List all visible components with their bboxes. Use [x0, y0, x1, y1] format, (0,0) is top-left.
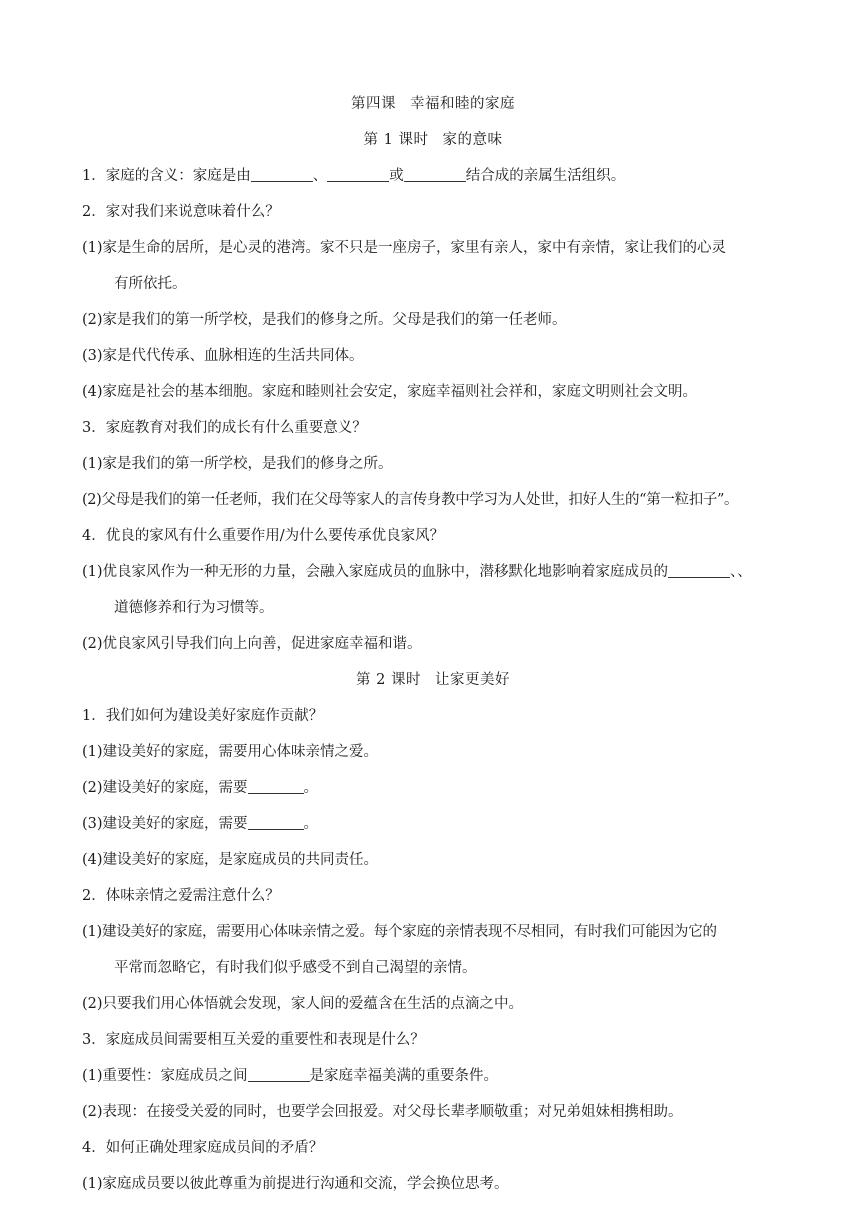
s1-q2: 2．家对我们来说意味着什么？: [82, 204, 280, 220]
lesson-heading: [82, 86, 784, 122]
s2-q1-answer-2-end: 。: [303, 780, 319, 796]
s2-q1-answer-1: (1)建设美好的家庭，需要用心体味亲情之爱。: [82, 744, 379, 760]
fill-blank[interactable]: [327, 165, 389, 182]
s1-q2-answer-2: (2)家是我们的第一所学校，是我们的修身之所。父母是我们的第一任老师。: [82, 312, 567, 328]
fill-blank[interactable]: [404, 165, 466, 182]
s2-q4-answer-1: (1)家庭成员要以彼此尊重为前提进行沟通和交流，学会换位思考。: [82, 1176, 509, 1192]
s1-q4-answer-1-text: (1)优良家风作为一种无形的力量，会融入家庭成员的血脉中，潜移默化地影响着家庭成员的: [82, 564, 669, 580]
fill-blank[interactable]: [248, 1065, 310, 1082]
fill-blank[interactable]: [248, 813, 304, 830]
s2-q2-answer-1: (1)建设美好的家庭，需要用心体味亲情之爱。每个家庭的亲情表现不尽相同，有时我们可能因为它的: [82, 924, 717, 940]
period-2-heading: [82, 662, 784, 698]
s2-q1-answer-3: [82, 806, 784, 842]
s2-q1-answer-4: (4)建设美好的家庭，是家庭成员的共同责任。: [82, 852, 379, 868]
fill-blank[interactable]: [248, 777, 304, 794]
s2-q1-answer-3-text: (3)建设美好的家庭，需要: [82, 816, 248, 832]
s1-q4-answer-1-end: 、、: [730, 564, 752, 580]
period-1-label: 第 1 课时: [363, 132, 429, 148]
s2-q2-answer-1-cont: 平常而忽略它，有时我们似乎感受不到自己渴望的亲情。: [114, 960, 477, 976]
s2-q2-answer-2: (2)只要我们用心体悟就会发现，家人间的爱蕴含在生活的点滴之中。: [82, 996, 524, 1012]
s1-q2-answer-1-cont: 有所依托。: [114, 276, 187, 292]
s1-q4-answer-1-cont: 道德修养和行为习惯等。: [114, 600, 274, 616]
fill-blank[interactable]: [668, 561, 730, 578]
fill-blank[interactable]: [251, 165, 313, 182]
s1-q2-answer-3: (3)家是代代传承、血脉相连的生活共同体。: [82, 348, 364, 364]
s1-q2-answer-1: (1)家是生命的居所，是心灵的港湾。家不只是一座房子，家里有亲人，家中有亲情，家让我们的心灵: [82, 240, 727, 256]
s2-q3-answer-2: (2)表现：在接受关爱的同时，也要学会回报爱。对父母长辈孝顺敬重；对兄弟姐妹相携相助。: [82, 1104, 683, 1120]
s1-q4-answer-1: [82, 554, 784, 590]
s2-q1: 1．我们如何为建设美好家庭作贡献？: [82, 708, 324, 724]
s1-q1-sep1: 、: [312, 168, 328, 184]
s1-q2-answer-4: (4)家庭是社会的基本细胞。家庭和睦则社会安定，家庭幸福则社会祥和，家庭文明则社会文明。: [82, 384, 698, 400]
s2-q4: 4．如何正确处理家庭成员间的矛盾？: [82, 1140, 324, 1156]
s2-q3-answer-1: [82, 1058, 784, 1094]
s1-q3: 3．家庭教育对我们的成长有什么重要意义？: [82, 420, 367, 436]
period-1-title: 家的意味: [442, 132, 503, 148]
s1-q3-answer-2: (2)父母是我们的第一任老师，我们在父母等家人的言传身教中学习为人处世，扣好人生的“第一粒扣子”。: [82, 492, 739, 508]
s1-q1: [82, 158, 784, 194]
s1-q1-text-pre: 1．家庭的含义：家庭是由: [82, 168, 251, 184]
s2-q3: 3．家庭成员间需要相互关爱的重要性和表现是什么？: [82, 1032, 425, 1048]
s2-q2: 2．体味亲情之爱需注意什么？: [82, 888, 280, 904]
s2-q3-answer-1-text: (1)重要性：家庭成员之间: [82, 1068, 248, 1084]
s2-q3-answer-1-end: 是家庭幸福美满的重要条件。: [309, 1068, 499, 1084]
lesson-title: 第四课: [351, 96, 396, 112]
s1-q3-answer-1: (1)家是我们的第一所学校，是我们的修身之所。: [82, 456, 393, 472]
s1-q4-answer-2: (2)优良家风引导我们向上向善，促进家庭幸福和谐。: [82, 636, 422, 652]
s1-q1-sep2: 或: [389, 168, 404, 184]
s2-q1-answer-2-text: (2)建设美好的家庭，需要: [82, 780, 248, 796]
s2-q1-answer-3-end: 。: [303, 816, 319, 832]
period-2-title: 让家更美好: [434, 672, 510, 688]
s2-q1-answer-2: [82, 770, 784, 806]
lesson-subtitle: 幸福和睦的家庭: [410, 96, 515, 112]
s1-q4: 4．优良的家风有什么重要作用/为什么要传承优良家风？: [82, 528, 445, 544]
period-1-heading: [82, 122, 784, 158]
s1-q1-text-post: 结合成的亲属生活组织。: [465, 168, 626, 184]
period-2-label: 第 2 课时: [356, 672, 421, 688]
